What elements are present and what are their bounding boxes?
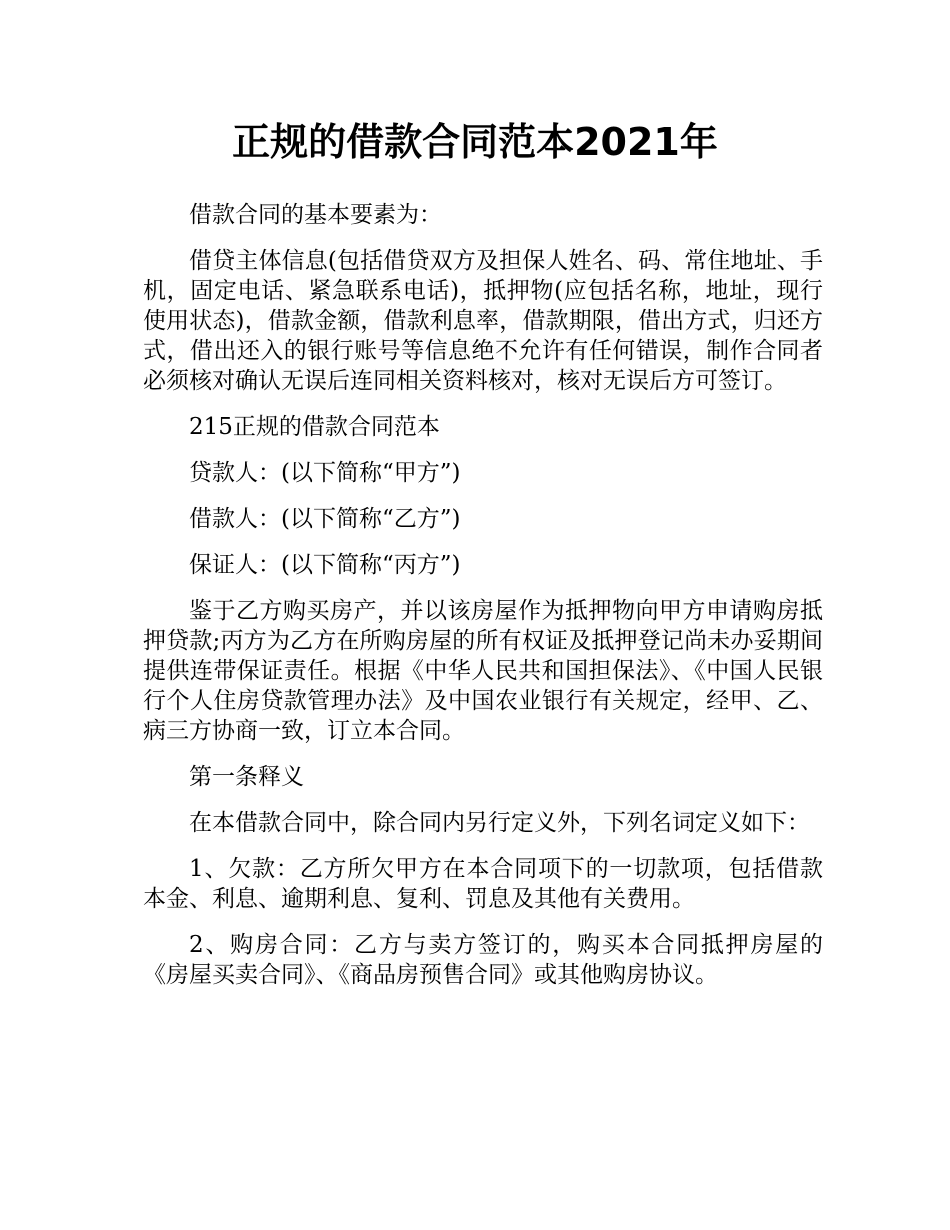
document-title: 正规的借款合同范本2021年 xyxy=(232,120,718,164)
paragraph-template-heading: 215正规的借款合同范本 xyxy=(189,414,440,440)
paragraph-preamble: 鉴于乙方购买房产，并以该房屋作为抵押物向甲方申请购房抵押贷款;丙方为乙方在所购房屋的所有权证及抵押登记尚未办妥期间提供连带保证责任。根据《中华人民共和国担保法》、《中国人民银行个人住房贷款管理办法》及中国农业银行有关规定，经甲、乙、病三方协商一致，订立本合同。 xyxy=(143,598,823,744)
paragraph-guarantor: 保证人：(以下简称“丙方”) xyxy=(189,552,461,578)
paragraph-basic-elements-heading: 借款合同的基本要素为： xyxy=(189,202,442,228)
paragraph-definition-purchase-contract: 2、购房合同：乙方与卖方签订的，购买本合同抵押房屋的《房屋买卖合同》、《商品房预售合同》或其他购房协议。 xyxy=(143,932,823,988)
paragraph-lender: 贷款人：(以下简称“甲方”) xyxy=(189,460,461,486)
document-body xyxy=(143,200,823,1006)
paragraph-borrower: 借款人：(以下简称“乙方”) xyxy=(189,506,461,532)
paragraph-basic-elements-detail: 借贷主体信息(包括借贷双方及担保人姓名、码、常住地址、手机，固定电话、紧急联系电话)，抵押物(应包括名称，地址，现行使用状态)，借款金额，借款利息率，借款期限，借出方式，归还方式，借出还入的银行账号等信息绝不允许有任何错误，制作合同者必须核对确认无误后连同相关资料核对，核对无误后方可签订。 xyxy=(143,248,823,394)
paragraph-definition-debt: 1、欠款：乙方所欠甲方在本合同项下的一切款项，包括借款本金、利息、逾期利息、复利、罚息及其他有关费用。 xyxy=(143,856,823,912)
paragraph-article-one-heading: 第一条释义 xyxy=(189,764,304,790)
paragraph-definitions-intro: 在本借款合同中，除合同内另行定义外，下列名词定义如下： xyxy=(189,810,810,836)
